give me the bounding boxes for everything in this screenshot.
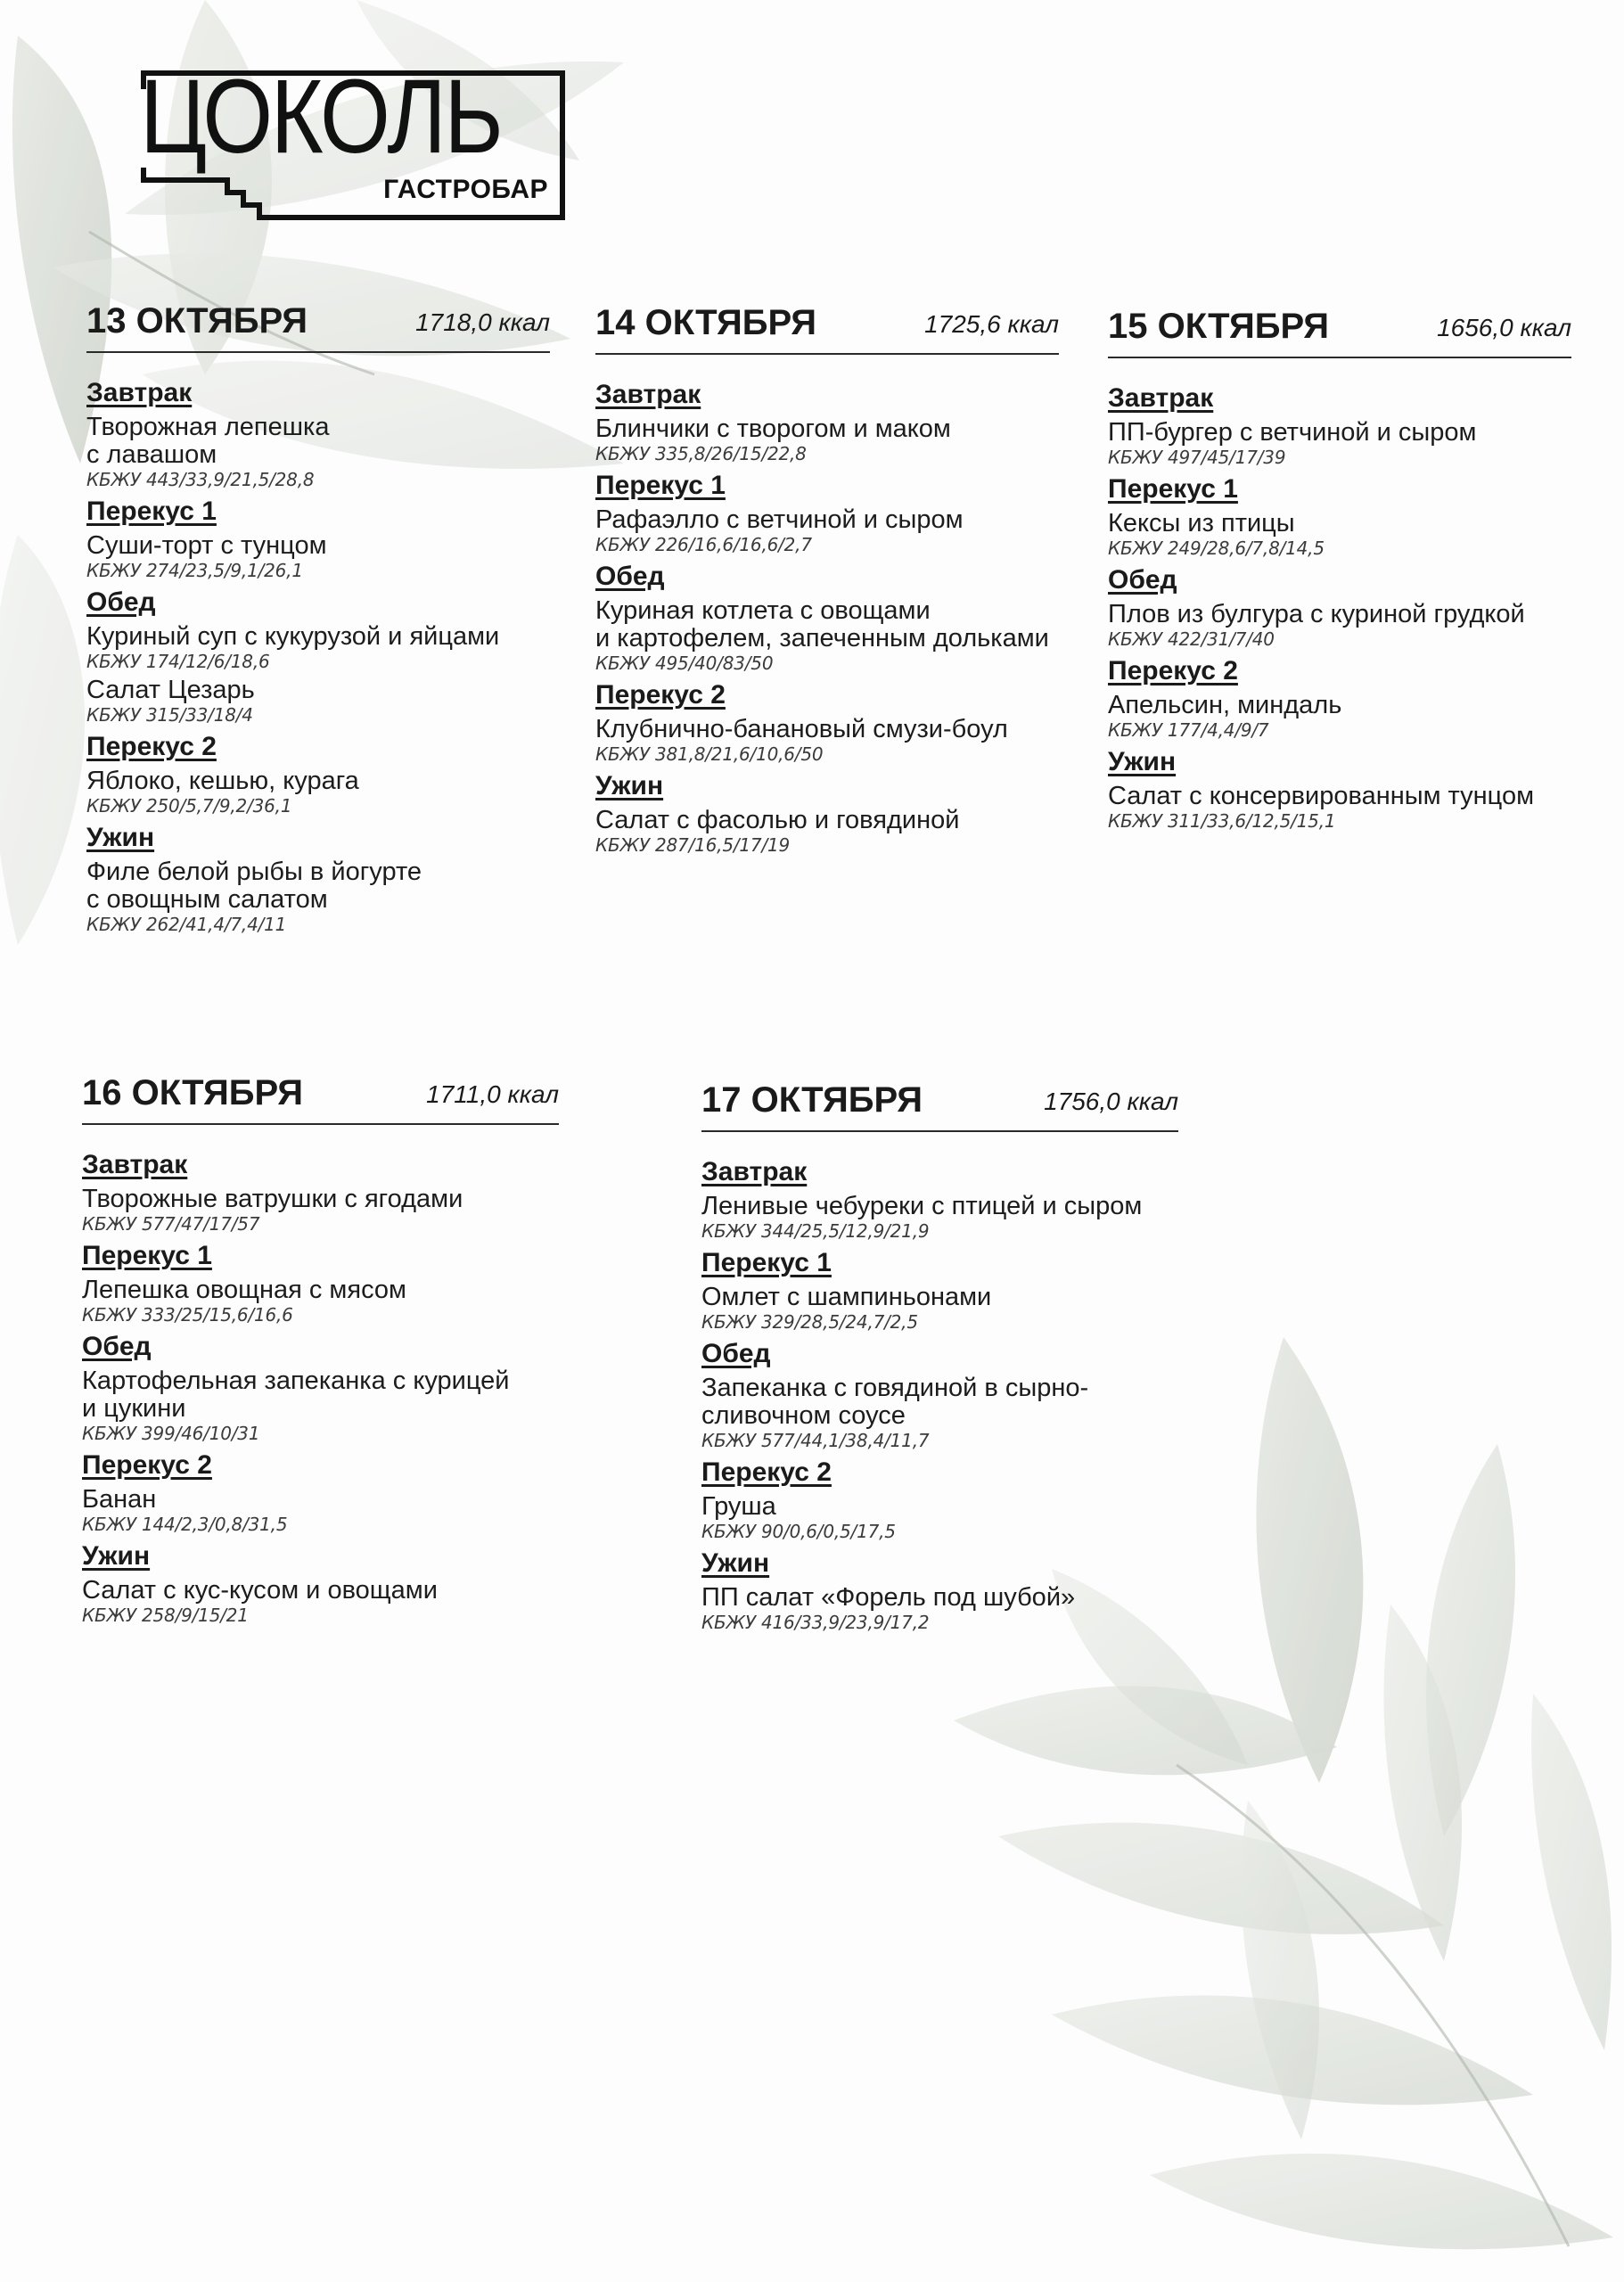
meal-title: Завтрак (1108, 383, 1214, 413)
dish-name: ПП салат «Форель под шубой» (701, 1583, 1076, 1612)
meal-title: Ужин (595, 771, 664, 800)
dish-kbju: КБЖУ 329/28,5/24,7/2,5 (701, 1311, 918, 1333)
dish-kbju: КБЖУ 249/28,6/7,8/14,5 (1108, 538, 1325, 559)
dish-kbju: КБЖУ 333/25/15,6/16,6 (82, 1304, 293, 1326)
meal-title: Перекус 2 (82, 1450, 212, 1480)
dish-name: Блинчики с творогом и маком (595, 415, 951, 443)
day-column (86, 301, 550, 934)
meal-title: Завтрак (86, 378, 193, 407)
day-header (1108, 307, 1571, 358)
meal-title: Перекус 2 (595, 680, 726, 710)
dish-kbju: КБЖУ 226/16,6/16,6/2,7 (595, 534, 812, 555)
dish-kbju: КБЖУ 399/46/10/31 (82, 1423, 260, 1444)
dish-name: Омлет с шампиньонами (701, 1283, 992, 1311)
meal-title: Перекус 1 (1108, 474, 1238, 504)
meal-title: Обед (1108, 565, 1177, 595)
brand-subtitle: ГАСТРОБАР (383, 175, 548, 204)
dish-kbju: КБЖУ 144/2,3/0,8/31,5 (82, 1514, 288, 1535)
meal-list (595, 355, 1059, 855)
dish-kbju: КБЖУ 416/33,9/23,9/17,2 (701, 1612, 930, 1633)
day-date: 17 ОКТЯБРЯ (701, 1080, 923, 1120)
day-column (1108, 307, 1571, 831)
dish-kbju: КБЖУ 577/44,1/38,4/11,7 (701, 1430, 930, 1451)
dish-kbju: КБЖУ 495/40/83/50 (595, 653, 774, 674)
dish-name: Запеканка с говядиной в сырно- сливочном соусе (701, 1374, 1089, 1430)
dish-name: Картофельная запеканка с курицей и цукини (82, 1367, 510, 1423)
meal-title: Перекус 1 (86, 497, 217, 526)
meal-title: Обед (86, 587, 156, 617)
dish-name: Лепешка овощная с мясом (82, 1276, 406, 1304)
day-kcal: 1718,0 ккал (415, 308, 550, 336)
dish-kbju: КБЖУ 315/33/18/4 (86, 704, 253, 726)
day-column (595, 303, 1059, 855)
dish-name: ПП-бургер с ветчиной и сыром (1108, 418, 1477, 447)
dish-kbju: КБЖУ 258/9/15/21 (82, 1605, 249, 1626)
dish-kbju: КБЖУ 250/5,7/9,2/36,1 (86, 795, 292, 817)
meal-title: Перекус 1 (82, 1241, 212, 1270)
meal-title: Перекус 1 (701, 1248, 832, 1277)
meal-title: Ужин (1108, 747, 1177, 776)
dish-kbju: КБЖУ 497/45/17/39 (1108, 447, 1286, 468)
dish-name: Кексы из птицы (1108, 509, 1295, 538)
meal-list (82, 1125, 559, 1625)
dish-name: Салат с фасолью и говядиной (595, 806, 960, 834)
dish-kbju: КБЖУ 274/23,5/9,1/26,1 (86, 560, 303, 581)
dish-name: Салат с кус-кусом и овощами (82, 1576, 438, 1605)
day-date: 15 ОКТЯБРЯ (1108, 307, 1329, 346)
dish-kbju: КБЖУ 174/12/6/18,6 (86, 651, 270, 672)
brand-name: ЦОКОЛЬ (140, 58, 502, 176)
meal-list (1108, 358, 1571, 831)
meal-title: Обед (82, 1332, 152, 1361)
dish-name: Ленивые чебуреки с птицей и сыром (701, 1192, 1143, 1220)
dish-kbju: КБЖУ 90/0,6/0,5/17,5 (701, 1521, 896, 1542)
meal-title: Завтрак (701, 1157, 808, 1186)
day-header (595, 303, 1059, 355)
day-header (82, 1073, 559, 1125)
meal-list (701, 1132, 1178, 1632)
dish-name: Салат Цезарь (86, 676, 255, 704)
dish-name: Творожная лепешка с лавашом (86, 413, 330, 469)
meal-list (86, 353, 550, 934)
dish-name: Филе белой рыбы в йогурте с овощным салатом (86, 858, 422, 914)
brand-logo (138, 58, 566, 221)
day-date: 16 ОКТЯБРЯ (82, 1073, 303, 1112)
dish-kbju: КБЖУ 422/31/7/40 (1108, 628, 1275, 650)
day-kcal: 1656,0 ккал (1437, 314, 1571, 341)
dish-name: Апельсин, миндаль (1108, 691, 1342, 719)
dish-kbju: КБЖУ 335,8/26/15/22,8 (595, 443, 807, 464)
dish-name: Куриный суп с кукурузой и яйцами (86, 622, 500, 651)
dish-kbju: КБЖУ 577/47/17/57 (82, 1213, 260, 1235)
dish-kbju: КБЖУ 443/33,9/21,5/28,8 (86, 469, 315, 490)
day-header (86, 301, 550, 353)
day-kcal: 1725,6 ккал (924, 310, 1059, 338)
dish-kbju: КБЖУ 344/25,5/12,9/21,9 (701, 1220, 930, 1242)
dish-name: Груша (701, 1492, 776, 1521)
day-date: 14 ОКТЯБРЯ (595, 303, 816, 342)
day-kcal: 1756,0 ккал (1044, 1088, 1178, 1115)
dish-kbju: КБЖУ 262/41,4/7,4/11 (86, 914, 287, 935)
dish-name: Плов из булгура с куриной грудкой (1108, 600, 1525, 628)
meal-title: Обед (701, 1339, 771, 1368)
meal-title: Завтрак (595, 380, 701, 409)
day-column (701, 1080, 1178, 1632)
dish-kbju: КБЖУ 381,8/21,6/10,6/50 (595, 743, 824, 765)
meal-title: Ужин (701, 1548, 770, 1578)
dish-name: Творожные ватрушки с ягодами (82, 1185, 463, 1213)
meal-title: Ужин (82, 1541, 151, 1571)
dish-name: Банан (82, 1485, 157, 1514)
meal-title: Перекус 1 (595, 471, 726, 500)
dish-name: Салат с консервированным тунцом (1108, 782, 1535, 810)
meal-title: Ужин (86, 823, 155, 852)
day-header (701, 1080, 1178, 1132)
dish-kbju: КБЖУ 311/33,6/12,5/15,1 (1108, 810, 1336, 832)
dish-kbju: КБЖУ 287/16,5/17/19 (595, 834, 791, 856)
dish-name: Рафаэлло с ветчиной и сыром (595, 505, 964, 534)
meal-title: Перекус 2 (1108, 656, 1238, 685)
meal-title: Завтрак (82, 1150, 188, 1179)
meal-title: Обед (595, 562, 665, 591)
meal-title: Перекус 2 (701, 1457, 832, 1487)
dish-name: Яблоко, кешью, курага (86, 767, 359, 795)
dish-name: Клубнично-банановый смузи-боул (595, 715, 1008, 743)
dish-name: Куриная котлета с овощами и картофелем, запеченным дольками (595, 596, 1049, 653)
meal-title: Перекус 2 (86, 732, 217, 761)
day-date: 13 ОКТЯБРЯ (86, 301, 308, 341)
dish-kbju: КБЖУ 177/4,4/9/7 (1108, 719, 1269, 741)
day-kcal: 1711,0 ккал (426, 1080, 559, 1108)
day-column (82, 1073, 559, 1625)
dish-name: Суши-торт с тунцом (86, 531, 327, 560)
